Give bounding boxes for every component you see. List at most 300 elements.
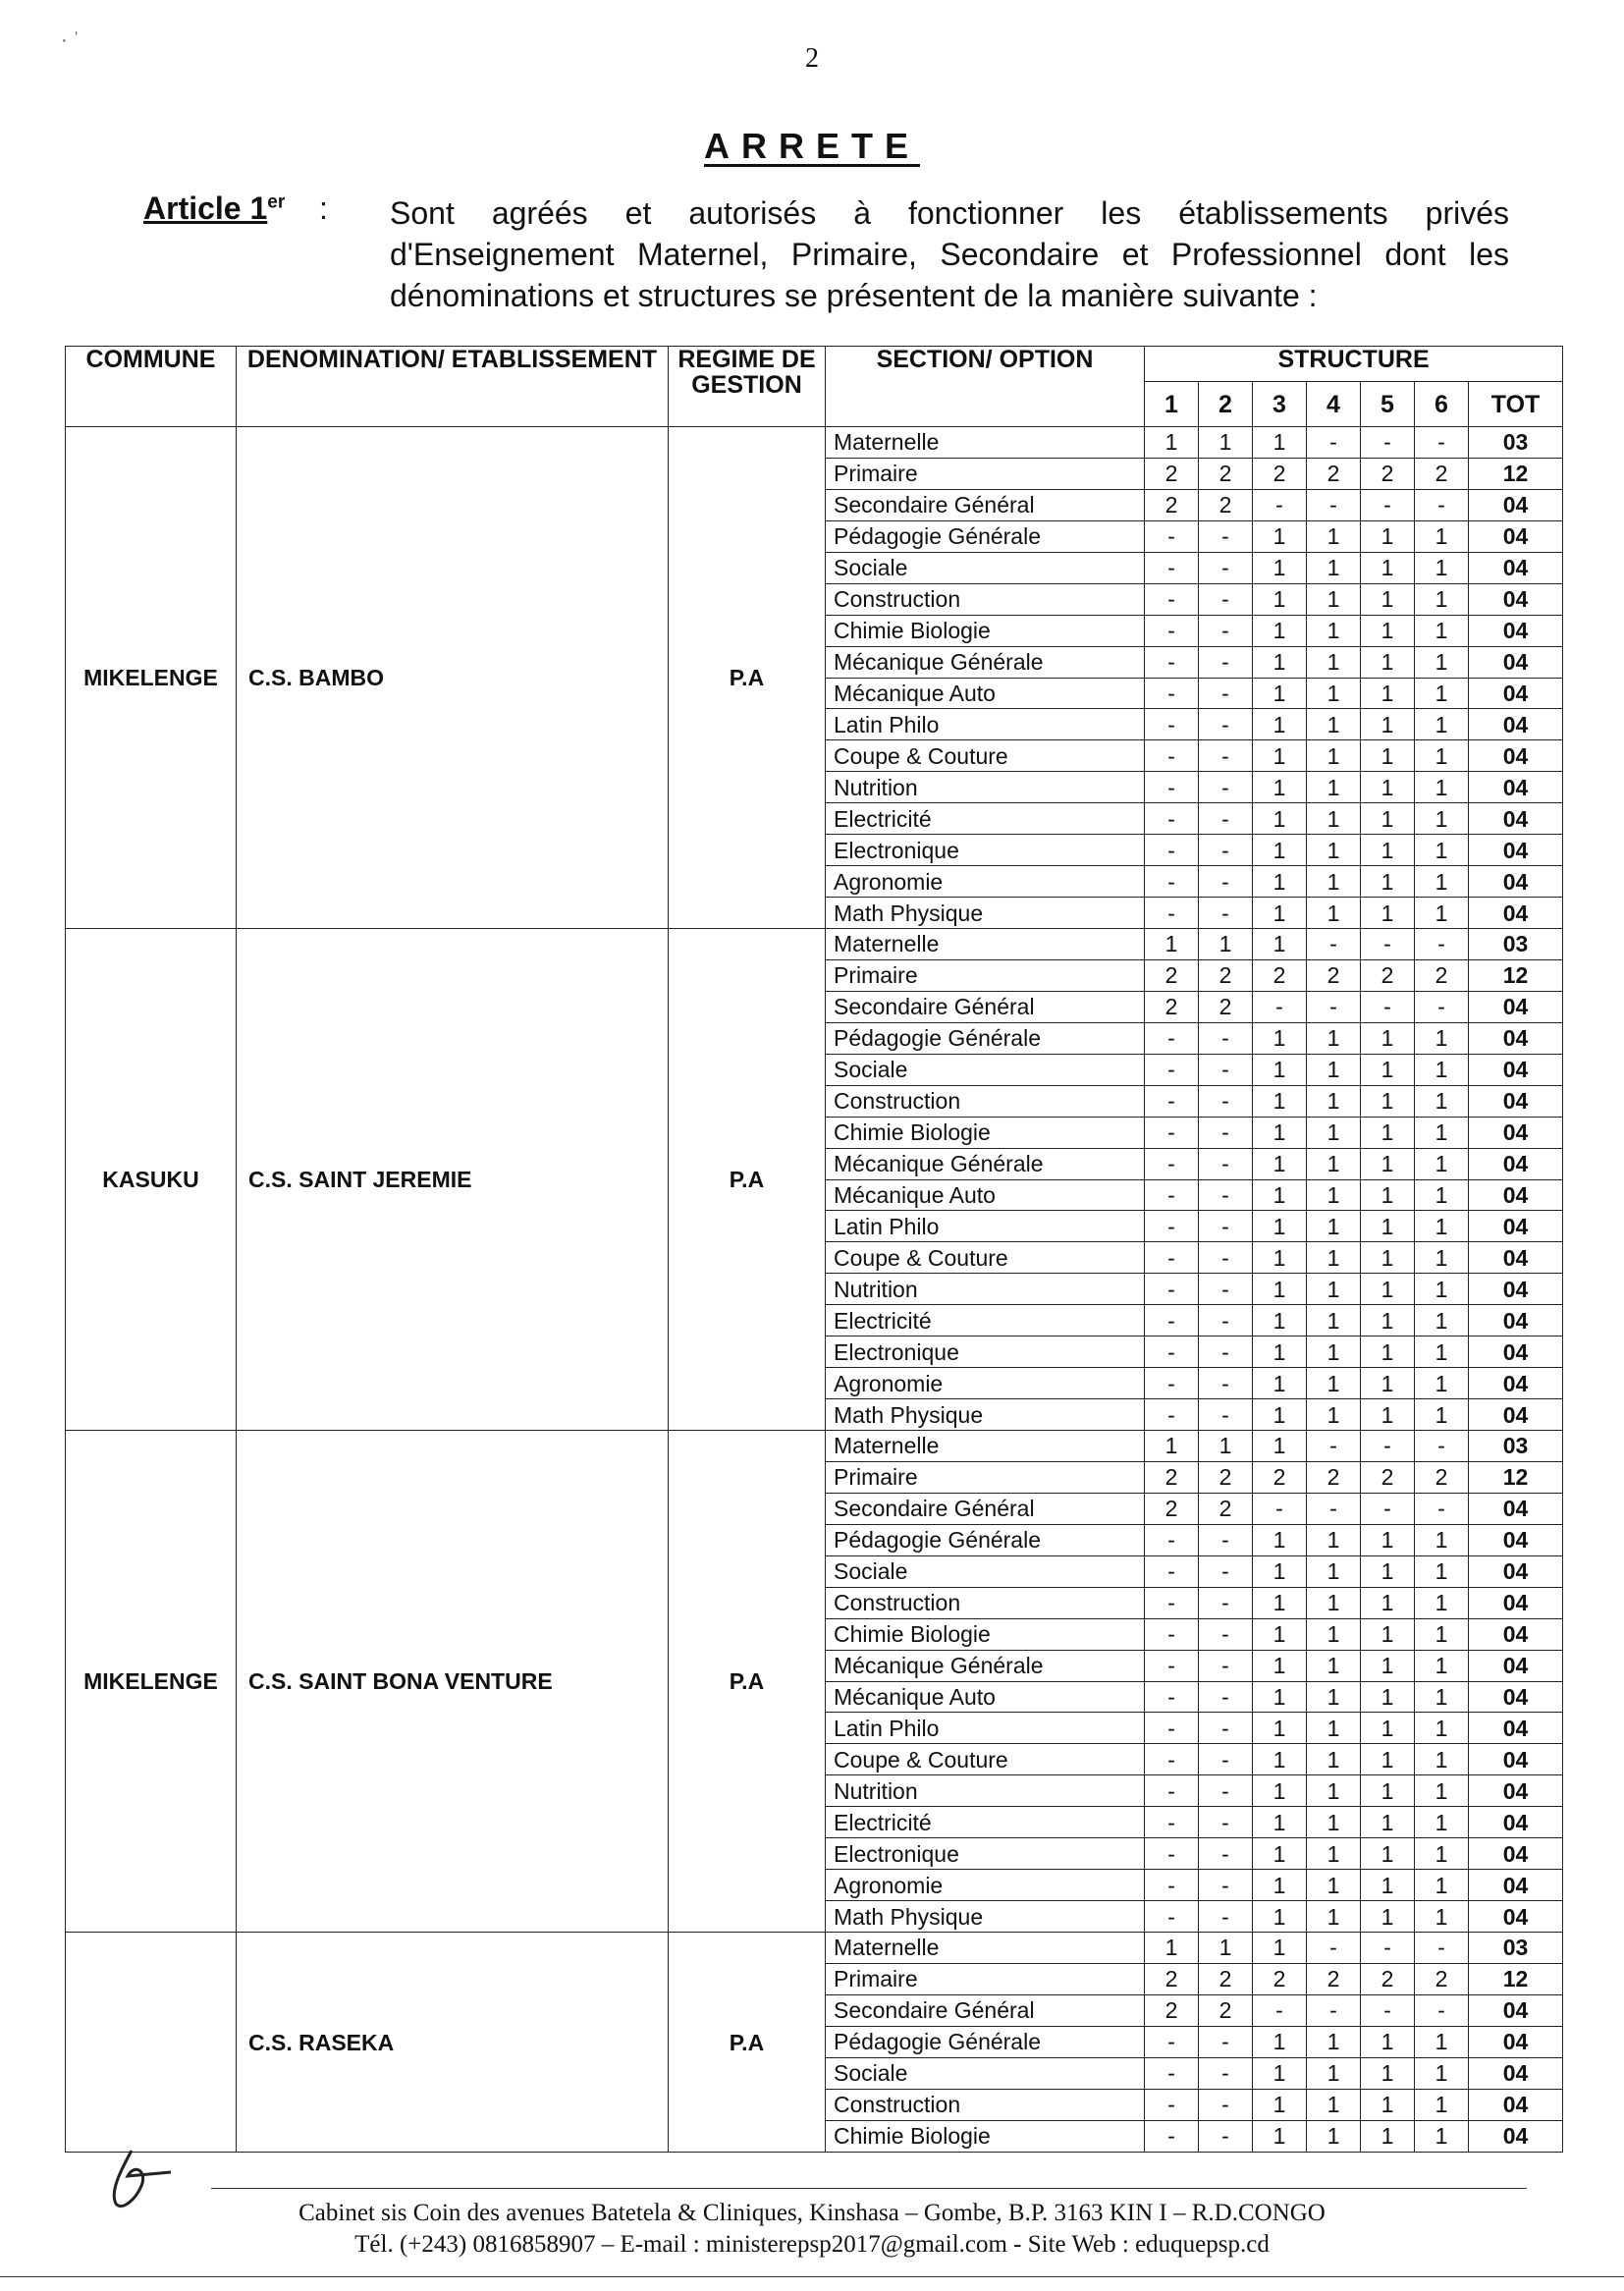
year-5-cell: 1 [1361, 740, 1415, 772]
total-cell: 04 [1469, 1807, 1563, 1838]
year-2-cell: 2 [1199, 959, 1253, 991]
section-cell: Construction [826, 583, 1145, 615]
year-6-cell: 1 [1415, 1148, 1469, 1179]
section-cell: Sociale [826, 1054, 1145, 1085]
total-cell: 04 [1469, 1587, 1563, 1618]
year-3-cell: 1 [1253, 866, 1307, 898]
year-5-cell: 1 [1361, 1838, 1415, 1870]
year-1-cell: 2 [1145, 959, 1199, 991]
year-6-cell: 1 [1415, 1681, 1469, 1713]
year-3-cell: 2 [1253, 458, 1307, 489]
year-3-cell: 1 [1253, 2120, 1307, 2152]
year-4-cell: 1 [1307, 898, 1361, 929]
year-1-cell: - [1145, 2057, 1199, 2089]
year-4-cell: - [1307, 991, 1361, 1022]
year-5-cell: 1 [1361, 1901, 1415, 1933]
year-2-cell: - [1199, 1336, 1253, 1368]
total-cell: 04 [1469, 615, 1563, 646]
section-cell: Chimie Biologie [826, 1117, 1145, 1148]
year-5-cell: 1 [1361, 1368, 1415, 1399]
year-5-cell: 1 [1361, 1336, 1415, 1368]
year-2-cell: - [1199, 520, 1253, 552]
total-cell: 04 [1469, 740, 1563, 772]
year-6-cell: 1 [1415, 1713, 1469, 1744]
year-5-cell: 1 [1361, 1713, 1415, 1744]
year-4-cell: 1 [1307, 1148, 1361, 1179]
year-6-cell: 1 [1415, 678, 1469, 709]
year-3-cell: 1 [1253, 1838, 1307, 1870]
year-4-cell: 1 [1307, 1901, 1361, 1933]
year-3-cell: 1 [1253, 678, 1307, 709]
year-4-cell: 1 [1307, 1179, 1361, 1211]
section-cell: Pédagogie Générale [826, 2026, 1145, 2057]
year-4-cell: 1 [1307, 1870, 1361, 1901]
section-cell: Agronomie [826, 1368, 1145, 1399]
year-6-cell: 1 [1415, 1117, 1469, 1148]
year-4-cell: 1 [1307, 835, 1361, 866]
year-4-cell: 1 [1307, 1775, 1361, 1807]
year-2-cell: - [1199, 709, 1253, 740]
year-3-cell: 1 [1253, 1274, 1307, 1305]
year-5-cell: 1 [1361, 709, 1415, 740]
article-label [143, 191, 285, 227]
year-2-cell: 1 [1199, 1431, 1253, 1462]
year-5-cell: 1 [1361, 2057, 1415, 2089]
year-5-cell: 2 [1361, 458, 1415, 489]
year-4-cell: 1 [1307, 2026, 1361, 2057]
year-5-cell: 1 [1361, 2089, 1415, 2120]
header-col-1: 1 [1145, 382, 1199, 427]
total-cell: 03 [1469, 427, 1563, 459]
section-cell: Electricité [826, 1305, 1145, 1336]
year-4-cell: 1 [1307, 1274, 1361, 1305]
total-cell: 04 [1469, 1681, 1563, 1713]
year-5-cell: 1 [1361, 1399, 1415, 1431]
regime-cell: P.A [669, 1933, 826, 2153]
year-6-cell: 1 [1415, 552, 1469, 583]
year-4-cell: 2 [1307, 1963, 1361, 1994]
commune-cell: KASUKU [66, 929, 237, 1431]
year-2-cell: - [1199, 2026, 1253, 2057]
section-cell: Primaire [826, 1461, 1145, 1493]
year-3-cell: 1 [1253, 803, 1307, 835]
table-row [66, 929, 1563, 960]
year-5-cell: 1 [1361, 866, 1415, 898]
year-5-cell: 1 [1361, 835, 1415, 866]
section-cell: Sociale [826, 1555, 1145, 1587]
year-3-cell: 1 [1253, 772, 1307, 803]
year-1-cell: - [1145, 1399, 1199, 1431]
year-2-cell: - [1199, 1775, 1253, 1807]
year-1-cell: - [1145, 1587, 1199, 1618]
year-2-cell: - [1199, 1085, 1253, 1117]
year-4-cell: 1 [1307, 552, 1361, 583]
year-3-cell: 1 [1253, 1681, 1307, 1713]
year-6-cell: 1 [1415, 583, 1469, 615]
year-4-cell: 1 [1307, 646, 1361, 678]
year-6-cell: 1 [1415, 615, 1469, 646]
year-2-cell: - [1199, 866, 1253, 898]
year-6-cell: 1 [1415, 1179, 1469, 1211]
section-cell: Pédagogie Générale [826, 520, 1145, 552]
header-section: SECTION/ OPTION [826, 347, 1145, 427]
section-cell: Chimie Biologie [826, 2120, 1145, 2152]
year-3-cell: 1 [1253, 1524, 1307, 1555]
year-2-cell: - [1199, 1242, 1253, 1274]
page-number: 2 [805, 43, 819, 74]
school-name-cell: C.S. RASEKA [237, 1933, 669, 2153]
year-2-cell: 2 [1199, 991, 1253, 1022]
section-cell: Electronique [826, 1838, 1145, 1870]
section-cell: Pédagogie Générale [826, 1022, 1145, 1054]
total-cell: 04 [1469, 1085, 1563, 1117]
section-cell: Sociale [826, 552, 1145, 583]
year-3-cell: 2 [1253, 959, 1307, 991]
year-4-cell: 1 [1307, 1838, 1361, 1870]
header-structure: STRUCTURE [1145, 347, 1563, 382]
article-label-text: Article 1 [143, 191, 268, 226]
year-1-cell: - [1145, 583, 1199, 615]
year-4-cell: 1 [1307, 1744, 1361, 1775]
year-2-cell: 2 [1199, 458, 1253, 489]
section-cell: Math Physique [826, 1901, 1145, 1933]
year-4-cell: 1 [1307, 1054, 1361, 1085]
year-6-cell: 1 [1415, 1838, 1469, 1870]
year-3-cell: 2 [1253, 1963, 1307, 1994]
year-3-cell: 1 [1253, 1713, 1307, 1744]
year-4-cell: - [1307, 1933, 1361, 1964]
year-2-cell: - [1199, 1117, 1253, 1148]
year-2-cell: - [1199, 1274, 1253, 1305]
total-cell: 04 [1469, 1650, 1563, 1681]
year-2-cell: - [1199, 1713, 1253, 1744]
year-3-cell: 1 [1253, 1775, 1307, 1807]
year-6-cell: - [1415, 489, 1469, 520]
total-cell: 04 [1469, 1901, 1563, 1933]
year-1-cell: - [1145, 803, 1199, 835]
year-1-cell: 2 [1145, 1963, 1199, 1994]
year-5-cell: 1 [1361, 2120, 1415, 2152]
total-cell: 04 [1469, 1555, 1563, 1587]
total-cell: 04 [1469, 1242, 1563, 1274]
year-2-cell: - [1199, 615, 1253, 646]
year-5-cell: 1 [1361, 772, 1415, 803]
commune-cell [66, 1933, 237, 2153]
year-5-cell: 1 [1361, 1242, 1415, 1274]
year-3-cell: 1 [1253, 1807, 1307, 1838]
year-4-cell: 1 [1307, 1305, 1361, 1336]
year-5-cell: 1 [1361, 1555, 1415, 1587]
header-col-tot: TOT [1469, 382, 1563, 427]
section-cell: Maternelle [826, 427, 1145, 459]
year-5-cell: 1 [1361, 1022, 1415, 1054]
year-4-cell: 1 [1307, 2089, 1361, 2120]
year-6-cell: - [1415, 929, 1469, 960]
year-5-cell: 1 [1361, 1618, 1415, 1650]
section-cell: Agronomie [826, 1870, 1145, 1901]
year-1-cell: - [1145, 1305, 1199, 1336]
year-3-cell: 1 [1253, 1870, 1307, 1901]
header-regime: REGIME DE GESTION [669, 347, 826, 427]
year-1-cell: - [1145, 1901, 1199, 1933]
section-cell: Nutrition [826, 1775, 1145, 1807]
regime-cell: P.A [669, 1431, 826, 1933]
year-5-cell: 1 [1361, 678, 1415, 709]
year-1-cell: - [1145, 1807, 1199, 1838]
header-col-4: 4 [1307, 382, 1361, 427]
year-3-cell: - [1253, 489, 1307, 520]
total-cell: 03 [1469, 929, 1563, 960]
year-3-cell: 1 [1253, 2026, 1307, 2057]
year-1-cell: - [1145, 2120, 1199, 2152]
year-3-cell: - [1253, 1994, 1307, 2026]
year-2-cell: - [1199, 740, 1253, 772]
year-6-cell: 1 [1415, 835, 1469, 866]
year-1-cell: - [1145, 552, 1199, 583]
footer [0, 2198, 1624, 2261]
year-3-cell: - [1253, 1493, 1307, 1524]
year-6-cell: 1 [1415, 2026, 1469, 2057]
year-6-cell: 2 [1415, 458, 1469, 489]
section-cell: Electronique [826, 835, 1145, 866]
total-cell: 12 [1469, 1963, 1563, 1994]
total-cell: 04 [1469, 866, 1563, 898]
year-6-cell: 1 [1415, 803, 1469, 835]
year-3-cell: 1 [1253, 1744, 1307, 1775]
year-3-cell: 1 [1253, 520, 1307, 552]
year-2-cell: 1 [1199, 427, 1253, 459]
year-6-cell: 1 [1415, 866, 1469, 898]
total-cell: 12 [1469, 1461, 1563, 1493]
section-cell: Coupe & Couture [826, 740, 1145, 772]
year-3-cell: 1 [1253, 427, 1307, 459]
section-cell: Construction [826, 1587, 1145, 1618]
total-cell: 04 [1469, 489, 1563, 520]
year-3-cell: 1 [1253, 2057, 1307, 2089]
year-2-cell: - [1199, 835, 1253, 866]
year-3-cell: 1 [1253, 583, 1307, 615]
year-6-cell: 1 [1415, 1211, 1469, 1242]
year-2-cell: - [1199, 1022, 1253, 1054]
year-2-cell: - [1199, 1524, 1253, 1555]
total-cell: 04 [1469, 1713, 1563, 1744]
regime-cell: P.A [669, 427, 826, 929]
year-6-cell: 1 [1415, 1054, 1469, 1085]
year-2-cell: 2 [1199, 1994, 1253, 2026]
year-2-cell: - [1199, 1838, 1253, 1870]
year-1-cell: - [1145, 772, 1199, 803]
section-cell: Primaire [826, 1963, 1145, 1994]
year-6-cell: 1 [1415, 2057, 1469, 2089]
year-6-cell: 2 [1415, 1461, 1469, 1493]
year-3-cell: 1 [1253, 1933, 1307, 1964]
section-cell: Latin Philo [826, 1211, 1145, 1242]
year-5-cell: - [1361, 1431, 1415, 1462]
year-3-cell: 1 [1253, 740, 1307, 772]
bottom-divider [0, 2276, 1624, 2277]
year-5-cell: - [1361, 1933, 1415, 1964]
year-5-cell: 1 [1361, 1305, 1415, 1336]
section-cell: Sociale [826, 2057, 1145, 2089]
year-1-cell: 2 [1145, 1994, 1199, 2026]
section-cell: Chimie Biologie [826, 1618, 1145, 1650]
total-cell: 04 [1469, 552, 1563, 583]
year-4-cell: 1 [1307, 866, 1361, 898]
section-cell: Latin Philo [826, 709, 1145, 740]
year-2-cell: - [1199, 678, 1253, 709]
year-3-cell: 1 [1253, 1336, 1307, 1368]
year-4-cell: 1 [1307, 1618, 1361, 1650]
year-1-cell: - [1145, 1085, 1199, 1117]
year-3-cell: 1 [1253, 1085, 1307, 1117]
year-3-cell: 1 [1253, 835, 1307, 866]
table-row [66, 1431, 1563, 1462]
section-cell: Primaire [826, 959, 1145, 991]
year-4-cell: 1 [1307, 1587, 1361, 1618]
total-cell: 04 [1469, 1054, 1563, 1085]
year-2-cell: - [1199, 1211, 1253, 1242]
year-1-cell: - [1145, 1870, 1199, 1901]
year-5-cell: 1 [1361, 898, 1415, 929]
year-4-cell: 1 [1307, 803, 1361, 835]
section-cell: Construction [826, 2089, 1145, 2120]
year-2-cell: 2 [1199, 1461, 1253, 1493]
year-3-cell: 1 [1253, 1431, 1307, 1462]
year-1-cell: - [1145, 1524, 1199, 1555]
section-cell: Coupe & Couture [826, 1744, 1145, 1775]
year-1-cell: 1 [1145, 1431, 1199, 1462]
year-3-cell: 2 [1253, 1461, 1307, 1493]
section-cell: Math Physique [826, 1399, 1145, 1431]
footer-contact: Tél. (+243) 0816858907 – E-mail : ministerepsp2017@gmail.com - Site Web : eduquepsp.cd [354, 2231, 1270, 2258]
year-1-cell: 2 [1145, 489, 1199, 520]
year-3-cell: 1 [1253, 1211, 1307, 1242]
year-5-cell: - [1361, 427, 1415, 459]
year-6-cell: 1 [1415, 520, 1469, 552]
year-2-cell: - [1199, 646, 1253, 678]
year-5-cell: 1 [1361, 646, 1415, 678]
year-3-cell: 1 [1253, 1368, 1307, 1399]
year-5-cell: 1 [1361, 1054, 1415, 1085]
year-1-cell: - [1145, 709, 1199, 740]
year-1-cell: - [1145, 1179, 1199, 1211]
year-6-cell: 1 [1415, 2120, 1469, 2152]
year-2-cell: - [1199, 1148, 1253, 1179]
year-4-cell: 1 [1307, 1085, 1361, 1117]
year-3-cell: 1 [1253, 1148, 1307, 1179]
table-body [66, 427, 1563, 2153]
year-2-cell: 1 [1199, 1933, 1253, 1964]
section-cell: Maternelle [826, 1431, 1145, 1462]
year-2-cell: - [1199, 1901, 1253, 1933]
year-6-cell: 1 [1415, 1775, 1469, 1807]
commune-cell: MIKELENGE [66, 427, 237, 929]
year-6-cell: 1 [1415, 1085, 1469, 1117]
year-1-cell: - [1145, 1744, 1199, 1775]
section-cell: Mécanique Auto [826, 678, 1145, 709]
year-3-cell: 1 [1253, 1650, 1307, 1681]
section-cell: Maternelle [826, 1933, 1145, 1964]
year-4-cell: 2 [1307, 959, 1361, 991]
year-3-cell: 1 [1253, 615, 1307, 646]
year-6-cell: 1 [1415, 1242, 1469, 1274]
year-6-cell: 1 [1415, 2089, 1469, 2120]
year-1-cell: - [1145, 740, 1199, 772]
year-3-cell: 1 [1253, 1618, 1307, 1650]
year-4-cell: - [1307, 489, 1361, 520]
year-1-cell: - [1145, 1242, 1199, 1274]
year-1-cell: 1 [1145, 427, 1199, 459]
year-4-cell: 1 [1307, 1524, 1361, 1555]
year-3-cell: 1 [1253, 898, 1307, 929]
year-4-cell: 1 [1307, 1650, 1361, 1681]
year-2-cell: - [1199, 2089, 1253, 2120]
year-6-cell: - [1415, 427, 1469, 459]
year-6-cell: 1 [1415, 1524, 1469, 1555]
year-1-cell: - [1145, 2026, 1199, 2057]
total-cell: 04 [1469, 646, 1563, 678]
total-cell: 04 [1469, 1399, 1563, 1431]
total-cell: 04 [1469, 1838, 1563, 1870]
section-cell: Mécanique Auto [826, 1179, 1145, 1211]
year-5-cell: - [1361, 991, 1415, 1022]
article-text: Sont agréés et autorisés à fonctionner les établissements privés d'Enseignement Maternel, Primaire, Secondaire et Professionnel dont les dénominations et structures se présentent de la manière suivante : [390, 195, 1509, 313]
section-cell: Coupe & Couture [826, 1242, 1145, 1274]
year-5-cell: 1 [1361, 1148, 1415, 1179]
year-3-cell: 1 [1253, 1117, 1307, 1148]
total-cell: 04 [1469, 1368, 1563, 1399]
year-6-cell: 1 [1415, 1399, 1469, 1431]
total-cell: 04 [1469, 1148, 1563, 1179]
section-cell: Mécanique Générale [826, 646, 1145, 678]
total-cell: 04 [1469, 772, 1563, 803]
total-cell: 04 [1469, 2089, 1563, 2120]
year-1-cell: - [1145, 1022, 1199, 1054]
total-cell: 04 [1469, 583, 1563, 615]
year-3-cell: 1 [1253, 1305, 1307, 1336]
year-5-cell: 1 [1361, 520, 1415, 552]
commune-cell: MIKELENGE [66, 1431, 237, 1933]
section-cell: Chimie Biologie [826, 615, 1145, 646]
section-cell: Electricité [826, 1807, 1145, 1838]
year-6-cell: 1 [1415, 1870, 1469, 1901]
year-1-cell: - [1145, 1650, 1199, 1681]
year-2-cell: - [1199, 772, 1253, 803]
total-cell: 12 [1469, 959, 1563, 991]
year-2-cell: - [1199, 1618, 1253, 1650]
school-name-cell: C.S. SAINT JEREMIE [237, 929, 669, 1431]
year-1-cell: 2 [1145, 1461, 1199, 1493]
year-5-cell: 1 [1361, 583, 1415, 615]
year-1-cell: - [1145, 1713, 1199, 1744]
year-2-cell: - [1199, 1870, 1253, 1901]
section-cell: Electricité [826, 803, 1145, 835]
year-4-cell: 1 [1307, 1117, 1361, 1148]
year-4-cell: 1 [1307, 1022, 1361, 1054]
total-cell: 04 [1469, 991, 1563, 1022]
total-cell: 04 [1469, 520, 1563, 552]
year-3-cell: 1 [1253, 1587, 1307, 1618]
total-cell: 04 [1469, 898, 1563, 929]
year-4-cell: 1 [1307, 1336, 1361, 1368]
section-cell: Construction [826, 1085, 1145, 1117]
total-cell: 04 [1469, 2026, 1563, 2057]
year-6-cell: 1 [1415, 646, 1469, 678]
year-5-cell: 2 [1361, 1963, 1415, 1994]
year-2-cell: 2 [1199, 1963, 1253, 1994]
year-1-cell: - [1145, 1211, 1199, 1242]
year-3-cell: 1 [1253, 709, 1307, 740]
